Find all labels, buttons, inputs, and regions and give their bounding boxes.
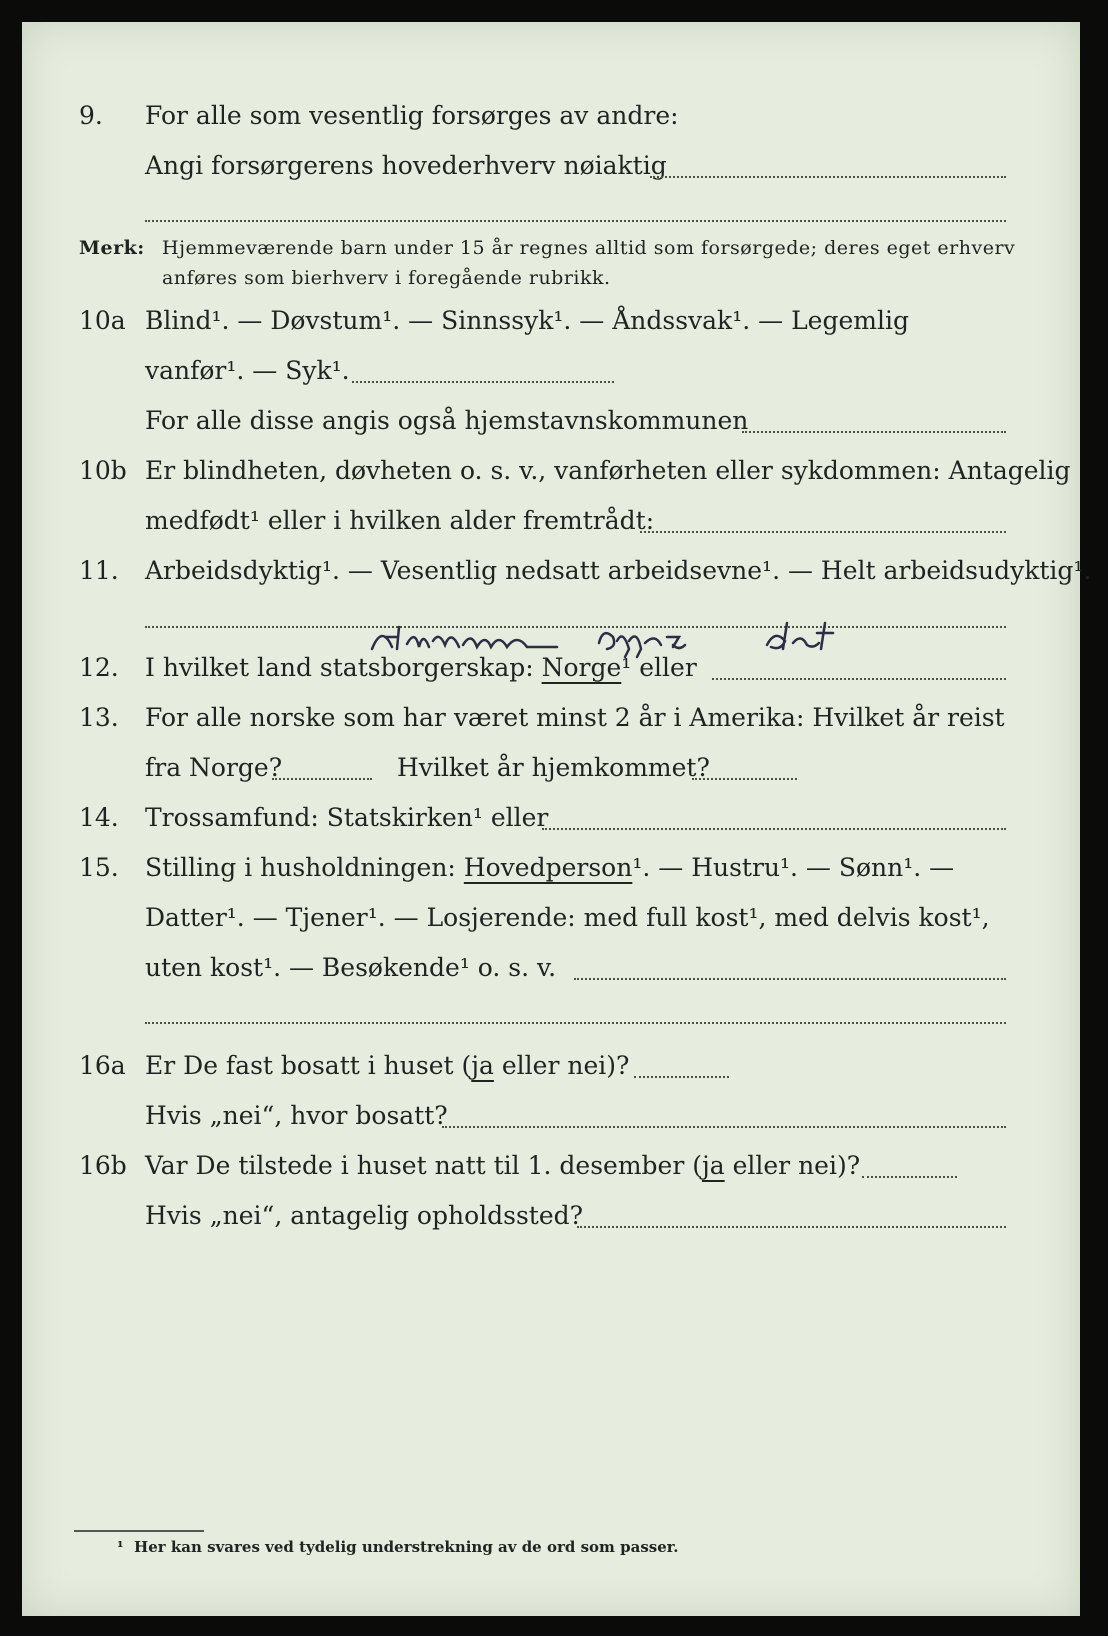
footnote-text: Her kan svares ved tydelig understrekning av de ord som passer. [134, 1538, 679, 1556]
question-text: Trossamfund: Statskirken¹ eller [145, 803, 549, 832]
answer-line[interactable] [145, 1022, 1006, 1024]
question-number: 14. [79, 803, 119, 832]
question-number: 10a [79, 306, 126, 335]
question-text: Var De tilstede i huset natt til 1. desember (ja eller nei)? [145, 1151, 861, 1180]
norge-option[interactable]: Norge [541, 653, 622, 682]
footnote-mark: ¹ [117, 1538, 124, 1556]
answer-line[interactable] [692, 778, 797, 780]
question-text: Er De fast bosatt i huset (ja eller nei)? [145, 1051, 630, 1080]
answer-line[interactable] [542, 828, 1006, 830]
answer-line[interactable] [862, 1176, 957, 1178]
answer-line[interactable] [634, 1076, 729, 1078]
question-number: 16a [79, 1051, 126, 1080]
question-text: Stilling i husholdningen: Hovedperson¹. — Hustru¹. — Sønn¹. — [145, 853, 955, 882]
form-page [22, 22, 1092, 1616]
answer-line[interactable] [272, 778, 372, 780]
question-text: For alle disse angis også hjemstavnskommunen [145, 406, 749, 435]
question-text: Arbeidsdyktig¹. — Vesentlig nedsatt arbeidsevne¹. — Helt arbeidsudyktig¹. [145, 556, 1092, 585]
question-number: 12. [79, 653, 119, 682]
question-text: Hvis „nei“, antagelig opholdssted? [145, 1201, 584, 1230]
answer-line[interactable] [640, 531, 1006, 533]
question-text: Hvilket år hjemkommet? [397, 753, 710, 782]
merk-label: Merk: [79, 237, 145, 259]
question-text: For alle som vesentlig forsørges av andre: [145, 101, 679, 130]
answer-line[interactable] [712, 678, 1006, 680]
question-text: vanfør¹. — Syk¹. [145, 356, 350, 385]
question-number: 13. [79, 703, 119, 732]
answer-line[interactable] [742, 431, 1006, 433]
question-text: Datter¹. — Tjener¹. — Losjerende: med full kost¹, med delvis kost¹, [145, 903, 990, 932]
merk-text: anføres som bierhverv i foregående rubrikk. [162, 267, 611, 289]
answer-line[interactable] [145, 220, 1006, 222]
merk-text: Hjemmeværende barn under 15 år regnes alltid som forsørgede; deres eget erhverv [162, 237, 1016, 259]
hovedperson-option[interactable]: Hovedperson [463, 853, 633, 882]
question-text: Blind¹. — Døvstum¹. — Sinnssyk¹. — Åndssvak¹. — Legemlig [145, 306, 909, 335]
question-number: 16b [79, 1151, 127, 1180]
statskirken-option[interactable]: Statskirken [326, 803, 473, 832]
ja-option[interactable]: ja [701, 1151, 725, 1180]
answer-line[interactable] [574, 978, 1006, 980]
question-text: I hvilket land statsborgerskap: Norge¹ eller [145, 653, 697, 682]
question-number: 10b [79, 456, 127, 485]
ja-option[interactable]: ja [471, 1051, 494, 1080]
question-text: Angi forsørgerens hovederhverv nøiaktig [145, 151, 667, 180]
question-text: uten kost¹. — Besøkende¹ o. s. v. [145, 953, 557, 982]
footnote-divider [74, 1530, 204, 1532]
question-number: 11. [79, 556, 119, 585]
answer-line[interactable] [442, 1126, 1006, 1128]
question-text: Er blindheten, døvheten o. s. v., vanførheten eller sykdommen: Antagelig [145, 456, 1071, 485]
question-text: medfødt¹ eller i hvilken alder fremtrådt: [145, 506, 655, 535]
question-number: 15. [79, 853, 119, 882]
question-text: For alle norske som har været minst 2 år i Amerika: Hvilket år reist [145, 703, 1005, 732]
answer-line[interactable] [352, 381, 614, 383]
question-text: Hvis „nei“, hvor bosatt? [145, 1101, 448, 1130]
question-text: fra Norge? [145, 753, 283, 782]
answer-line[interactable] [577, 1226, 1006, 1228]
answer-line[interactable] [650, 176, 1006, 178]
question-number: 9. [79, 101, 103, 130]
footnote [117, 1538, 679, 1556]
